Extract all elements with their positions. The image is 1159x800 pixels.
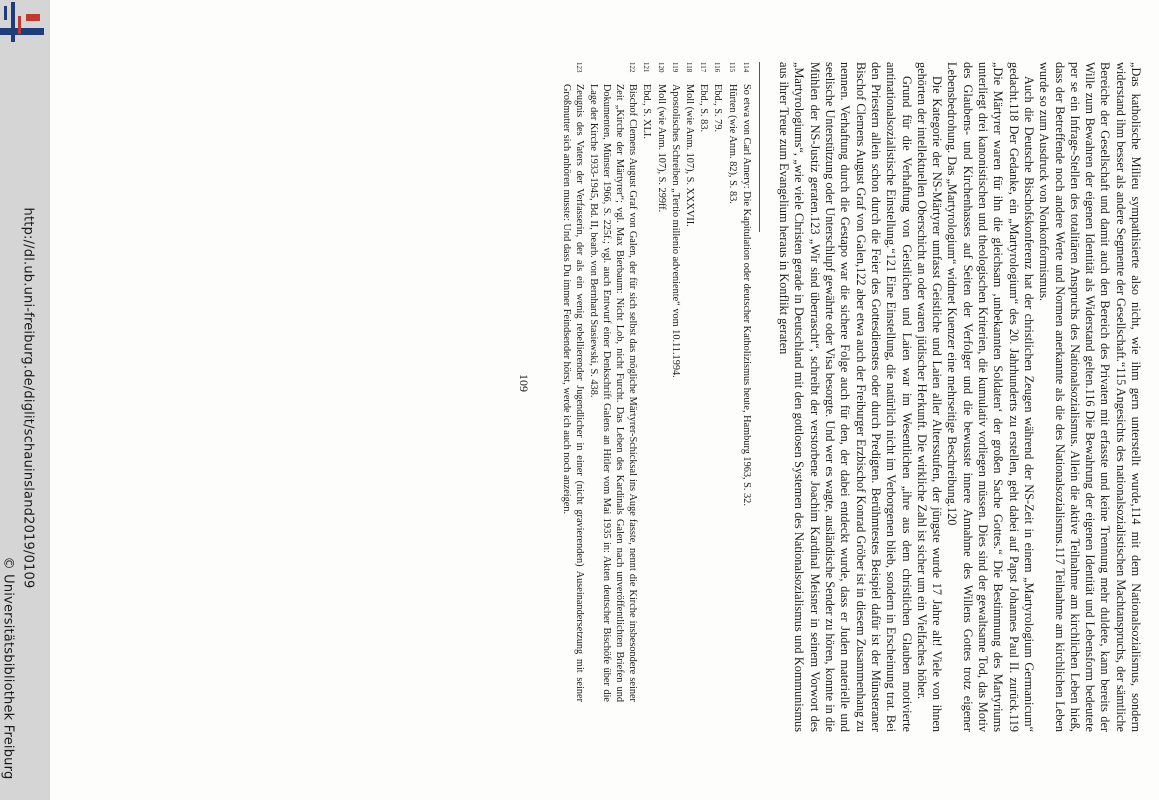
footnote-text: Ebd., S. XLI. [641, 84, 653, 139]
page-number: 109 [517, 374, 531, 392]
paragraph: Auch die Deutsche Bischofskonferenz hat der christlichen Zeugen während der NS-Zeit in einem „Martyrologium Germanicum“ gedacht.118 Der Gedanke, ein „Martyrologium“ des 20. Jahrhunderts zu erstellen, geht dabei auf Papst Johannes Paul II. zurück.119 „Die Märtyrer waren für ihn die gleichsam ‚unbekannten Soldaten‘ der großen Sache Gottes.“ Die Bestimmung des Martyriums unterliegt drei kanonistischen und theologischen Kriterien, die kumulativ vorliegen müssen. Dies sind der gewaltsame Tod, das Motiv des Glaubens- und Kirchenhasses auf Seiten der Verfolger und die bewusste innere Annahme des Willens Gottes trotz eigener Lebensbedrohung. Das „Martyrologium“ widmet Kuenzer eine mehrseitige Beschreibung.120 [945, 62, 1036, 732]
footnote-text: Moll (wie Anm. 107), S. 299ff. [655, 84, 667, 213]
document-url[interactable]: http://dl.ub.uni-freiburg.de/diglit/schauinsland2019/0109 [20, 207, 36, 589]
footnote [639, 62, 653, 702]
footnote [668, 62, 682, 702]
footnote-text: Zeugnis des Vaters der Verfasserin, der als ein wenig rebellierender Jugendlicher in einer (nicht gravierenden) Auseinandersetzung mit seiner Großmutter sich anhören musste: Und dass Du immer Feindsender hörst, werde ich auch noch anzeigen. [561, 84, 586, 702]
footnote [653, 62, 667, 702]
footnotes [560, 62, 760, 702]
paragraph: Grund für die Verhaftung von Geistlichen und Laien war im Wesentlichen „ihre aus dem christlichen Glauben motivierte antinationalsozialistische Einstellung.“121 Eine Einstellung, die natürlich nicht im Verborgenen blieb, sondern in Erscheinung trat. Bei den Priestern allein schon durch die Feier des Gottesdienstes oder durch Predigten. Berühmtestes Beispiel dafür ist der Münsteraner Bischof Clemens August Graf von Galen,122 aber etwa auch der Freiburger Erzbischof Konrad Gröber ist in diesem Zusammenhang zu nennen. Verhaftung durch die Gestapo war die sichere Folge auch für den, der dabei entdeckt wurde, dass er Juden materielle und seelische Unterstützung oder Unterschlupf gewährte oder Visa besorgte. Und wer es wagte, ausländische Sender zu hören, konnte in die Mühlen der NS-Justiz geraten.123 „Wir sind überrascht“, schreibt der verstorbene Joachim Kardinal Meisner in seinem Vorwort des „Martyrologiums“, „wie viele Christen gerade in Deutschland mit den gottlosen Systemen des Nationalsozialismus und Kommunismus aus ihrer Treue zum Evangelium heraus in Konflikt geraten [777, 62, 914, 732]
footnote-number: 122 [628, 62, 637, 73]
footnote-text: Moll (wie Anm. 107), S. XXXVII. [684, 84, 696, 227]
footnote-text: Bischof Clemens August Graf von Galen, der für sich selbst das mögliche Märtyrer-Schicksal ins Auge fasste, nennt die Kirche insbesondere seiner Zeit „Kirche der Märtyrer“; vgl. Max Bierbaum: Nicht Lob, nicht Furcht. Das Leben des Kardinals Galen nach unveröffentlichten Briefen und Dokumenten, Münster 1966, S. 225f.; vgl. auch Entwurf einer Denkschrift Galens an Hitler vom Mai 1935 in: Akten deutscher Bischöfe über die Lage der Kirche 1933-1945, Bd. II, bearb. von Bernhard Stasiewski, S. 438. [587, 84, 639, 702]
footnote [682, 62, 696, 702]
footnote-number: 118 [685, 62, 694, 73]
footnote-number: 121 [642, 62, 651, 73]
footnote [586, 62, 639, 702]
body-text [776, 62, 1143, 732]
footnote-number: 119 [670, 62, 679, 73]
footnote [739, 62, 753, 702]
viewer-sidebar [0, 0, 50, 800]
scanned-page [50, 0, 1159, 800]
footnote-number: 117 [699, 62, 708, 73]
footnote-text: Ebd., S. 83. [698, 84, 710, 133]
paragraph: „Das katholische Milieu sympathisierte also nicht, wie ihm gern unterstellt wurde,114 mit dem Nationalsozialismus, sondern widerstand ihm besser als andere Segmente der Gesellschaft.“115 Angesichts des nationalsozialistischen Machtanspruchs, der sämtliche Bereiche der Gesellschaft und damit auch den Bereich des Privaten mit erfasste und keine Trennung mehr duldete, kann bereits der Wille zum Bewahren der eigenen Identität als Widerstand gelten.116 Die Bewahrung der eigenen Identität und Lebensform bedeutete per se ein Infrage-Stellen des totalitären Anspruchs des Nationalsozialismus. Allein die aktive Teilnahme am kirchlichen Leben hieß, dass der Betreffende noch andere Werte und Normen anerkannte als die des Nationalsozialismus.117 Teilnahme am kirchlichen Leben wurde so zum Ausdruck von Nonkonformismus. [1037, 62, 1143, 732]
footnote-number: 114 [741, 62, 750, 73]
footnote-text: Apostolisches Schreiben „Tertio millenio adveniente“ vom 10.11.1994. [669, 84, 681, 378]
footnote-text: Hürten (wie Anm. 82), S. 83. [726, 84, 738, 204]
rotated-page-content [83, 62, 1143, 732]
footnote [696, 62, 710, 702]
ub-freiburg-logo-icon [0, 0, 48, 50]
footnote [710, 62, 724, 702]
footnote-text: So etwa von Carl Amery: Die Kapitulation oder deutscher Katholizismus heute, Hamburg 1963, S. 32. [740, 84, 752, 506]
footnote-number: 115 [727, 62, 736, 73]
footnote [560, 62, 586, 702]
footnote-number: 120 [656, 62, 665, 73]
paragraph: Die Kategorie der NS-Märtyrer umfasst Geistliche und Laien aller Altersstufen, der jüngste wurde 17 Jahre alt! Viele von ihnen gehörten der intellektuellen Oberschicht an oder waren jüdischer Herkunft. Die wirkliche Zahl ist sicher um ein Vielfaches höher. [914, 62, 945, 732]
footnote-number: 123 [575, 62, 584, 73]
footnote-number: 116 [713, 62, 722, 73]
copyright-notice: © Universitätsbibliothek Freiburg [0, 556, 16, 780]
footnote [724, 62, 738, 702]
footnote-text: Ebd., S. 79. [712, 84, 724, 133]
